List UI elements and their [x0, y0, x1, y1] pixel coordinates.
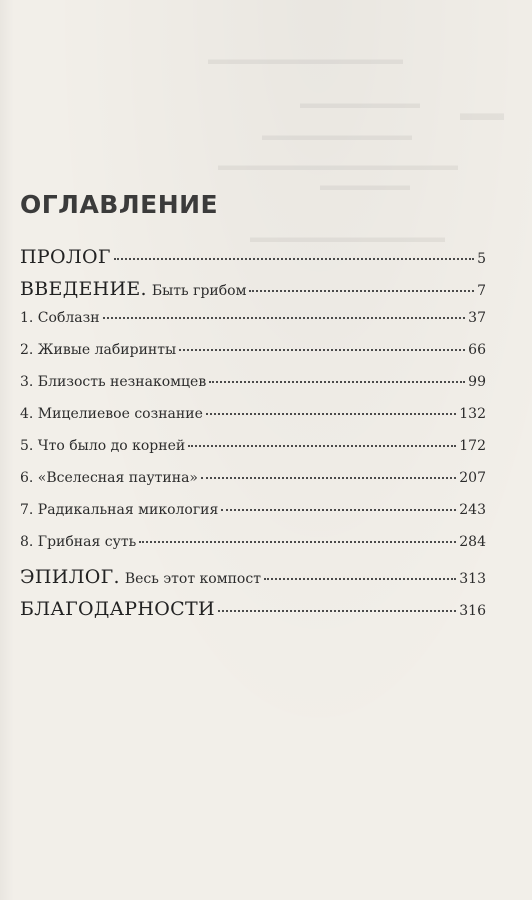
toc-entry-title: ПРОЛОГ	[20, 246, 111, 268]
toc-page-number: 313	[459, 571, 486, 587]
dot-leader	[206, 413, 456, 415]
toc-page-number: 172	[459, 438, 486, 454]
toc-entry-introduction[interactable]	[20, 278, 486, 310]
dot-leader	[264, 578, 456, 580]
show-through-text: ▬▬▬▬▬▬▬▬▬▬▬▬▬	[250, 230, 445, 246]
toc-entry-title: 3. Близость незнакомцев	[20, 374, 207, 390]
toc-entry-title: ЭПИЛОГ.	[20, 566, 120, 588]
toc-entry-title: 5. Что было до корней	[20, 438, 186, 454]
dot-leader	[201, 477, 456, 479]
toc-entry-chapter-6[interactable]	[20, 470, 486, 502]
dot-leader	[179, 349, 465, 351]
toc-entry-title: ВВЕДЕНИЕ.	[20, 278, 147, 300]
toc-entry-title: 6. «Вселесная паутина»	[20, 470, 199, 486]
toc-page-number: 66	[468, 342, 486, 358]
toc-page-number: 99	[468, 374, 486, 390]
toc-entry-title: 1. Соблазн	[20, 310, 100, 326]
toc-page-number: 37	[468, 310, 486, 326]
table-of-contents	[20, 246, 486, 630]
show-through-text: ▬▬▬▬▬▬▬▬▬▬▬▬▬▬▬▬	[218, 158, 458, 174]
dot-leader	[188, 445, 456, 447]
toc-page-number: 132	[459, 406, 486, 422]
toc-entry-subtitle: Весь этот компост	[124, 571, 261, 587]
dot-leader	[139, 541, 456, 543]
toc-entry-prologue[interactable]	[20, 246, 486, 278]
toc-entry-chapter-2[interactable]	[20, 342, 486, 374]
toc-page-number: 284	[459, 534, 486, 550]
toc-entry-acknowledgements[interactable]	[20, 598, 486, 630]
dot-leader	[114, 258, 474, 260]
toc-entry-title: 8. Грибная суть	[20, 534, 137, 550]
toc-page-number: 316	[459, 603, 486, 619]
toc-entry-epilogue[interactable]	[20, 566, 486, 598]
show-through-text: ▬▬▬▬▬▬	[320, 178, 410, 194]
toc-entry-chapter-3[interactable]	[20, 374, 486, 406]
toc-entry-subtitle: Быть грибом	[151, 283, 247, 299]
toc-page-number: 5	[477, 251, 486, 267]
toc-heading: ОГЛАВЛЕНИЕ	[20, 190, 219, 219]
toc-page-number: 243	[459, 502, 486, 518]
show-through-text: ▬▬	[460, 100, 504, 125]
dot-leader	[249, 290, 474, 292]
toc-page-number: 207	[459, 470, 486, 486]
toc-entry-chapter-7[interactable]	[20, 502, 486, 534]
toc-entry-title: 7. Радикальная микология	[20, 502, 219, 518]
dot-leader	[221, 509, 456, 511]
toc-entry-chapter-1[interactable]	[20, 310, 486, 342]
toc-entry-title: БЛАГОДАРНОСТИ	[20, 598, 215, 620]
toc-entry-chapter-5[interactable]	[20, 438, 486, 470]
show-through-text: ▬▬▬▬▬▬▬▬▬▬	[262, 128, 412, 144]
toc-entry-chapter-4[interactable]	[20, 406, 486, 438]
toc-entry-chapter-8[interactable]	[20, 534, 486, 566]
toc-entry-title: 2. Живые лабиринты	[20, 342, 177, 358]
show-through-text: ▬▬▬▬▬▬▬▬	[300, 96, 420, 112]
dot-leader	[209, 381, 465, 383]
toc-entry-title: 4. Мицелиевое сознание	[20, 406, 203, 422]
toc-page-number: 7	[477, 283, 486, 299]
dot-leader	[218, 610, 456, 612]
dot-leader	[103, 317, 466, 319]
show-through-text: ▬▬▬▬▬▬▬▬▬▬▬▬▬	[208, 52, 403, 68]
